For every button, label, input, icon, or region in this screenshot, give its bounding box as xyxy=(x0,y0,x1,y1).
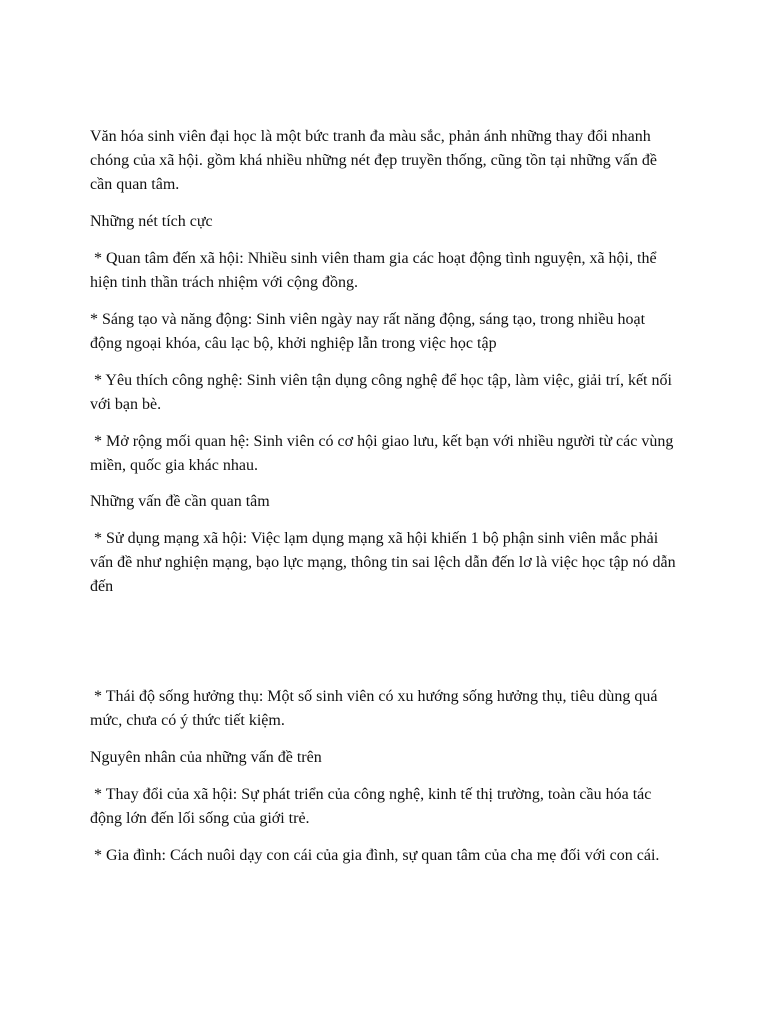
list-item-society-change: * Thay đổi của xã hội: Sự phát triển của công nghệ, kinh tế thị trường, toàn cầu hóa tác động lớn đến lối sống của giới trẻ. xyxy=(90,786,656,827)
list-item-family: * Gia đình: Cách nuôi dạy con cái của gia đình, sự quan tâm của cha mẹ đối với con cái. xyxy=(90,847,660,864)
list-item-social-media: * Sử dụng mạng xã hội: Việc lạm dụng mạng xã hội khiến 1 bộ phận sinh viên mắc phải vấn đề như nghiện mạng, bạo lực mạng, thông tin sai lệch dẫn đến lơ là việc học tập nó dẫn đến xyxy=(90,530,680,595)
list-item-relationships: * Mở rộng mối quan hệ: Sinh viên có cơ hội giao lưu, kết bạn với nhiều người từ các vùng miền, quốc gia khác nhau. xyxy=(90,433,678,474)
list-item-social-concern: * Quan tâm đến xã hội: Nhiều sinh viên tham gia các hoạt động tình nguyện, xã hội, thể hiện tinh thần trách nhiệm với cộng đồng. xyxy=(90,250,661,291)
section-heading-causes: Nguyên nhân của những vấn đề trên xyxy=(90,749,322,766)
intro-paragraph: Văn hóa sinh viên đại học là một bức tranh đa màu sắc, phản ánh những thay đổi nhanh chóng của xã hội. gồm khá nhiều những nét đẹp truyền thống, cũng tồn tại những vấn đề cần quan tâm. xyxy=(90,128,657,193)
list-item-hedonism: * Thái độ sống hưởng thụ: Một số sinh viên có xu hướng sống hưởng thụ, tiêu dùng quá mức, chưa có ý thức tiết kiệm. xyxy=(90,688,662,729)
list-item-creativity: * Sáng tạo và năng động: Sinh viên ngày nay rất năng động, sáng tạo, trong nhiều hoạt động ngoại khóa, câu lạc bộ, khởi nghiệp lẫn trong việc học tập xyxy=(90,311,646,352)
section-heading-positive: Những nét tích cực xyxy=(90,213,213,230)
list-item-technology: * Yêu thích công nghệ: Sinh viên tận dụng công nghệ để học tập, làm việc, giải trí, kết nối với bạn bè. xyxy=(90,372,676,413)
section-heading-concerns: Những vấn đề cần quan tâm xyxy=(90,493,270,510)
